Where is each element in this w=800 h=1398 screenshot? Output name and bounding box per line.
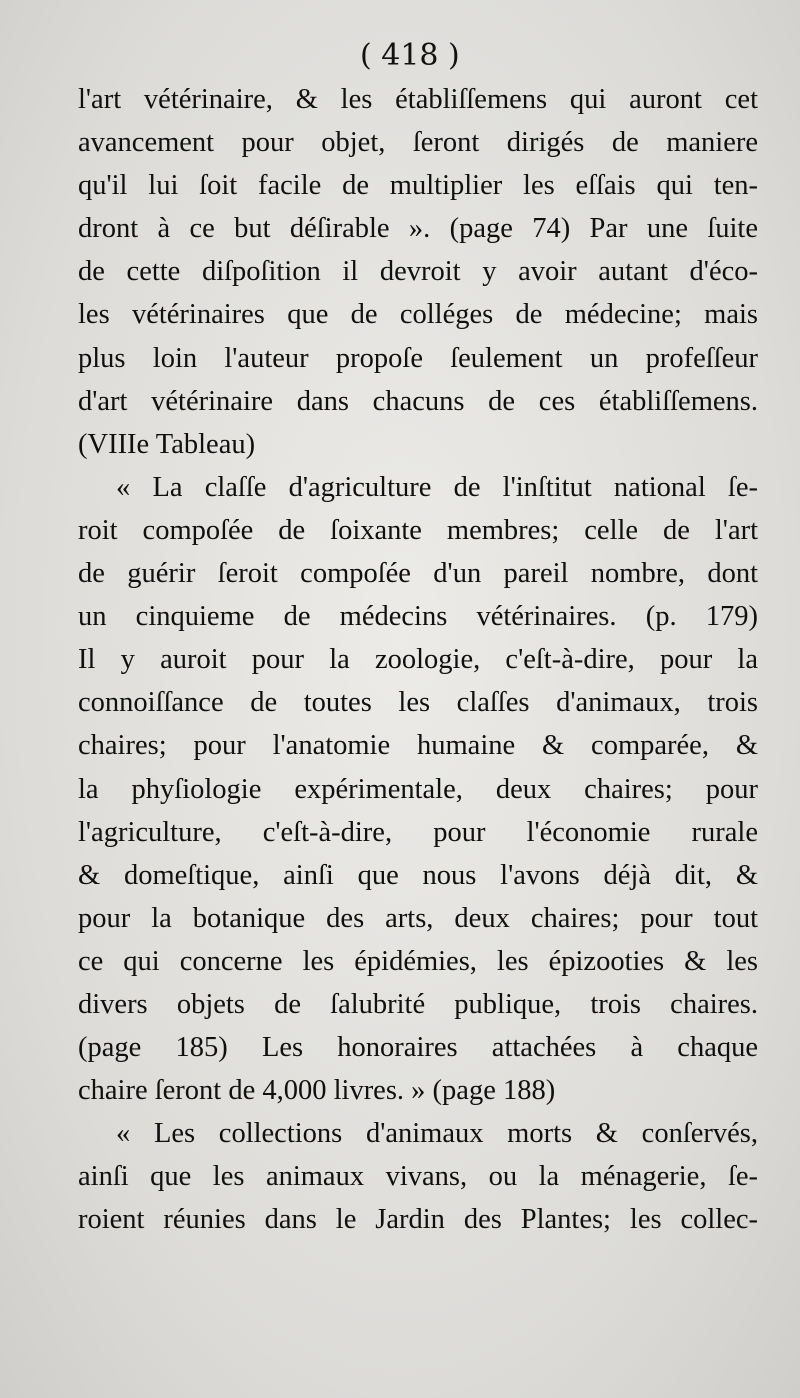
text-line: un cinquieme de médecins vétérinaires. (p. 179)	[78, 601, 758, 633]
text-line: de cette diſpoſition il devroit y avoir autant d'éco-	[78, 256, 758, 288]
text-line: chaire ſeront de 4,000 livres. » (page 188)	[78, 1075, 556, 1107]
text-line: l'art vétérinaire, & les établiſſemens qui auront cet	[78, 84, 758, 115]
text-line: Il y auroit pour la zoologie, c'eſt-à-dire, pour la	[78, 644, 758, 676]
text-line: plus loin l'auteur propoſe ſeulement un profeſſeur	[78, 342, 758, 374]
text-line: (VIIIe Tableau)	[78, 428, 256, 460]
text-line: les vétérinaires que de colléges de médecine; mais	[78, 299, 758, 331]
page-number: ( 418 )	[360, 38, 460, 73]
text-line: l'agriculture, c'eſt-à-dire, pour l'économie rurale	[78, 816, 758, 848]
text-line: connoiſſance de toutes les claſſes d'animaux, trois	[78, 687, 758, 719]
body-text	[78, 78, 758, 1242]
text-line: la phyſiologie expérimentale, deux chaires; pour	[78, 773, 758, 805]
text-line: avancement pour objet, ſeront dirigés de maniere	[78, 127, 758, 159]
text-line: divers objets de ſalubrité publique, trois chaires.	[78, 988, 758, 1020]
text-line: d'art vétérinaire dans chacuns de ces établiſſemens.	[78, 385, 758, 417]
text-line: roit compoſée de ſoixante membres; celle de l'art	[78, 514, 758, 546]
text-line: & domeſtique, ainſi que nous l'avons déjà dit, &	[78, 859, 758, 891]
text-line: chaires; pour l'anatomie humaine & comparée, &	[78, 730, 758, 762]
text-line: « La claſſe d'agriculture de l'inſtitut national ſe-	[116, 471, 758, 503]
text-line: roient réunies dans le Jardin des Plantes; les collec-	[78, 1204, 758, 1236]
text-line: « Les collections d'animaux morts & conſervés,	[116, 1118, 758, 1150]
text-line: ce qui concerne les épidémies, les épizooties & les	[78, 945, 758, 977]
text-line: de guérir ſeroit compoſée d'un pareil nombre, dont	[78, 558, 758, 590]
text-line: (page 185) Les honoraires attachées à chaque	[78, 1032, 758, 1064]
text-line: pour la botanique des arts, deux chaires; pour tout	[78, 902, 758, 934]
text-line: dront à ce but déſirable ». (page 74) Par une ſuite	[78, 213, 758, 245]
text-line: ainſi que les animaux vivans, ou la ménagerie, ſe-	[78, 1161, 758, 1193]
text-line: qu'il lui ſoit facile de multiplier les eſſais qui ten-	[78, 170, 758, 202]
